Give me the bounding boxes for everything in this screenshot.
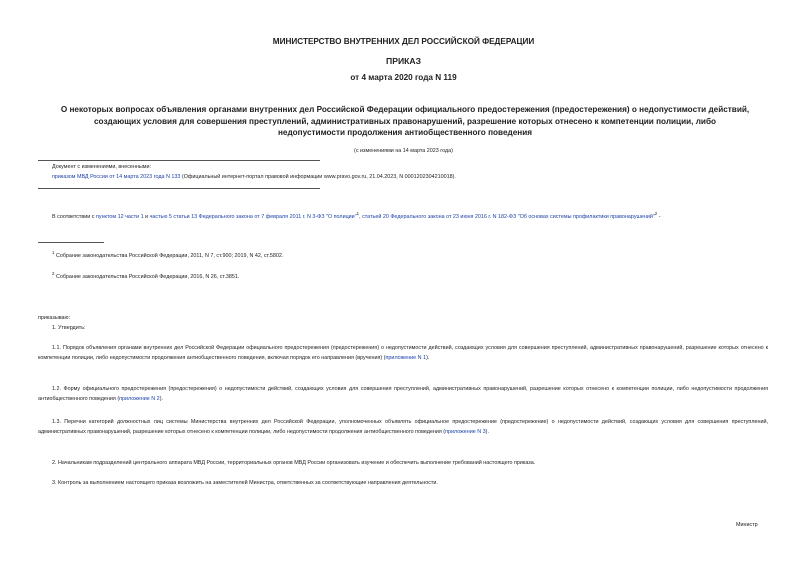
- item-1: 1. Утвердить:: [52, 325, 86, 331]
- item-2: 2. Начальникам подразделений центрального аппарата МВД России, территориальных органов МВД России организовать изучение и обеспечить выполнение требований настоящего приказа.: [52, 460, 536, 466]
- item-1-2-end: ).: [159, 395, 163, 402]
- preamble-link-2[interactable]: частью 5 статьи 13 Федерального закона от 7 февраля 2011 г. N 3-ФЗ "О полиции": [149, 213, 357, 220]
- ministry-heading: МИНИСТЕРСТВО ВНУТРЕННИХ ДЕЛ РОССИЙСКОЙ ФЕДЕРАЦИИ: [272, 37, 535, 46]
- preamble-paragraph: [38, 209, 768, 223]
- item-1-1-text: 1.1. Порядок объявления органами внутренних дел Российской Федерации официального предостережения (предостережения) о недопустимости действий, создающих условия для совершения преступлений, административных правонарушений, разрешение которых отнесено к компетенции полиции, либо недопустимости продолжения антиобщественного поведения, включая порядок его направления (вручения) (: [38, 345, 768, 361]
- signature: Министр: [736, 522, 758, 528]
- changes-top-rule: [38, 160, 320, 161]
- item-1-1: [38, 344, 768, 364]
- footnote-mark: 1: [52, 250, 55, 255]
- footnote-text: Собрание законодательства Российской Федерации, 2016, N 26, ст.3851.: [54, 273, 240, 280]
- order-word: приказываю:: [38, 315, 71, 321]
- item-1-1-end: ).: [426, 354, 430, 361]
- changes-label: Документ с изменениями, внесенными:: [52, 164, 151, 170]
- item-1-3-end: ).: [485, 428, 489, 435]
- item-3: 3. Контроль за выполнением настоящего приказа возложить на заместителей Министра, ответственных за соответствующие направления деятельности.: [52, 480, 438, 486]
- amendment-note: (с изменениями на 14 марта 2023 года): [354, 148, 453, 154]
- footnote-mark: 2: [52, 271, 55, 276]
- footnote-2: [52, 269, 752, 283]
- changes-line: [52, 173, 672, 183]
- preamble-link-3[interactable]: статьей 20 Федерального закона от 23 июня 2016 г. N 182-ФЗ "Об основах системы профилактики правонарушений": [362, 213, 655, 220]
- footnote-1: [52, 248, 752, 262]
- item-1-2-text: 1.2. Форму официального предостережения (предостережения) о недопустимости действий, создающих условия для совершения преступлений, административных правонарушений, разрешение которых отнесено к компетенции полиции, либо недопустимости продолжения антиобщественного поведения (: [38, 386, 768, 402]
- document-title: О некоторых вопросах объявления органами внутренних дел Российской Федерации официального предостережения (предостережения) о недопустимости действий, создающих условия для совершения преступлений, административных правонарушений, разрешение которых отнесено к компетенции полиции, либо недопустимости продолжения антиобщественного поведения: [60, 105, 750, 137]
- preamble-text-2: и: [143, 213, 150, 220]
- preamble-text-3: ,: [359, 213, 363, 220]
- date-number-heading: от 4 марта 2020 года N 119: [350, 73, 457, 82]
- changes-bottom-rule: [38, 188, 320, 189]
- appendix-2-link[interactable]: приложение N 2: [119, 395, 160, 402]
- item-1-3: [38, 418, 768, 438]
- preamble-text-4: -: [657, 213, 661, 220]
- appendix-3-link[interactable]: приложение N 3: [445, 428, 486, 435]
- footnote-text: Собрание законодательства Российской Федерации, 2011, N 7, ст.900; 2019, N 42, ст.5802.: [54, 252, 284, 259]
- changes-box: [52, 163, 672, 183]
- changes-link[interactable]: приказом МВД России от 14 марта 2023 года N 133: [52, 173, 181, 180]
- preamble-text-1: В соответствии с: [52, 213, 96, 220]
- footnote-ref-1: 1: [356, 211, 360, 216]
- changes-source: (Официальный интернет-портал правовой информации www.pravo.gov.ru, 21.04.2023, N 0001202304210018).: [180, 173, 456, 180]
- footnote-rule: [38, 242, 104, 243]
- doc-type-heading: ПРИКАЗ: [386, 56, 421, 66]
- appendix-1-link[interactable]: приложение N 1: [385, 354, 427, 361]
- preamble-link-1[interactable]: пунктом 12 части 1: [95, 213, 144, 220]
- item-1-3-text: 1.3. Перечни категорий должностных лиц системы Министерства внутренних дел Российской Федерации, уполномоченных объявлять официальное предостережение (предостережение) о недопустимости действий, создающих условия для совершения преступлений, административных правонарушений, разрешение которых отнесено к компетенции полиции, либо недопустимости продолжения антиобщественного поведения (: [38, 419, 768, 435]
- item-1-2: [38, 385, 768, 405]
- footnote-ref-2: 2: [654, 211, 658, 216]
